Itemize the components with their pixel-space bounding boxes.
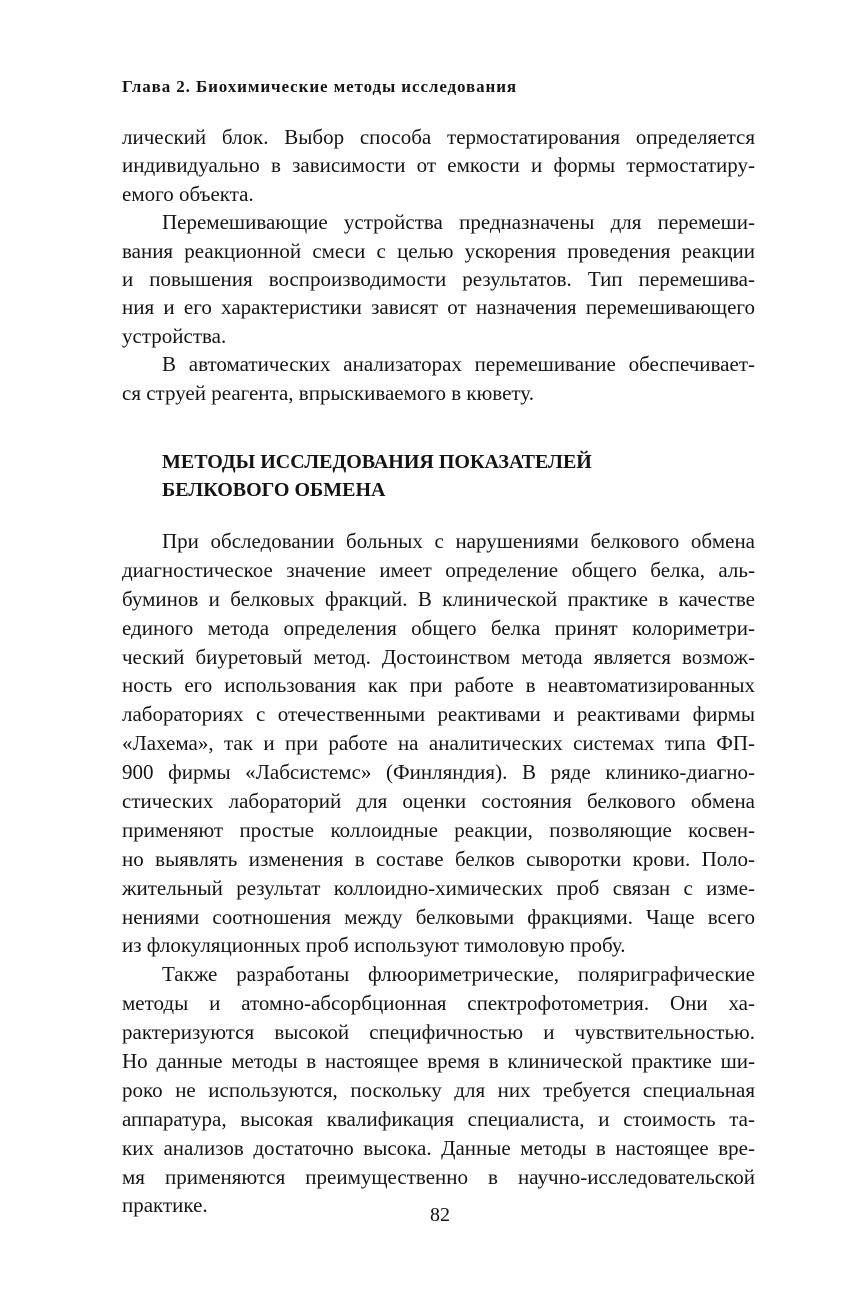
running-head: Глава 2. Биохимические методы исследования <box>122 77 517 96</box>
text-line: жительный результат коллоидно-химических проб связан с изме- <box>122 875 755 900</box>
text-line: рактеризуются высокой специфичностью и чувствительностью. <box>122 1020 755 1045</box>
text-line: Также разработаны флюориметрические, поляриграфические <box>162 962 755 987</box>
text-line: диагностическое значение имеет определение общего белка, аль- <box>122 557 755 582</box>
text-line: применяют простые коллоидные реакции, позволяющие косвен- <box>122 817 755 842</box>
text-line: практике. <box>122 1193 208 1218</box>
paragraph <box>122 527 755 960</box>
text-line: роко не используются, поскольку для них требуется специальная <box>122 1077 755 1102</box>
text-line: нениями соотношения между белковыми фракциями. Чаще всего <box>122 904 755 929</box>
text-line: При обследовании больных с нарушениями белкового обмена <box>162 529 755 553</box>
text-line: методы и атомно-абсорбционная спектрофотометрия. Они ха- <box>122 991 755 1016</box>
text-line: и повышения воспроизводимости результатов. Тип перемешива- <box>122 266 755 291</box>
text-line: стических лабораторий для оценки состояния белкового обмена <box>122 789 755 814</box>
text-line: ся струей реагента, впрыскиваемого в кювету. <box>122 380 534 405</box>
text-line: единого метода определения общего белка принят колориметри- <box>122 615 755 640</box>
text-line: ния и его характеристики зависят от назначения перемешивающего <box>122 295 755 320</box>
text-line: лабораториях с отечественными реактивами и реактивами фирмы <box>122 702 755 727</box>
text-line: «Лахема», так и при работе на аналитических системах типа ФП- <box>122 731 755 756</box>
paragraph <box>122 960 755 1220</box>
text-line: ких анализов достаточно высока. Данные методы в настоящее вре- <box>122 1135 755 1160</box>
text-block-continuation <box>122 123 755 407</box>
paragraph <box>122 123 755 208</box>
paragraph <box>122 208 755 350</box>
text-line: аппаратура, высокая квалификация специалиста, и стоимость та- <box>122 1106 755 1131</box>
text-line: мя применяются преимущественно в научно-исследовательской <box>122 1164 755 1189</box>
text-line: устройства. <box>122 323 227 348</box>
text-line: но выявлять изменения в составе белков сыворотки крови. Поло- <box>122 846 755 871</box>
text-line: из флокуляционных проб используют тимоловую пробу. <box>122 933 626 958</box>
section-heading-line: МЕТОДЫ ИССЛЕДОВАНИЯ ПОКАЗАТЕЛЕЙ <box>162 451 592 473</box>
text-line: 900 фирмы «Лабсистемс» (Финляндия). В ряде клинико-диагно- <box>122 760 755 785</box>
page-number: 82 <box>430 1204 450 1226</box>
section-heading <box>162 448 592 504</box>
section-heading-line: БЕЛКОВОГО ОБМЕНА <box>162 479 386 501</box>
text-block-protein-methods <box>122 527 755 1220</box>
paragraph <box>122 350 755 407</box>
text-line: ческий биуретовый метод. Достоинством метода является возмож- <box>122 644 755 669</box>
text-line: индивидуально в зависимости от емкости и формы термостатиру- <box>122 153 755 178</box>
text-line: В автоматических анализаторах перемешивание обеспечивает- <box>162 352 755 377</box>
text-line: Перемешивающие устройства предназначены для перемеши- <box>162 210 755 235</box>
text-line: вания реакционной смеси с целью ускорения проведения реакции <box>122 238 755 263</box>
text-line: емого объекта. <box>122 181 254 206</box>
text-line: Но данные методы в настоящее время в клинической практике ши- <box>122 1049 755 1074</box>
text-line: буминов и белковых фракций. В клинической практике в качестве <box>122 586 755 611</box>
text-line: ность его использования как при работе в неавтоматизированных <box>122 673 755 698</box>
text-line: лический блок. Выбор способа термостатирования определяется <box>122 125 755 149</box>
